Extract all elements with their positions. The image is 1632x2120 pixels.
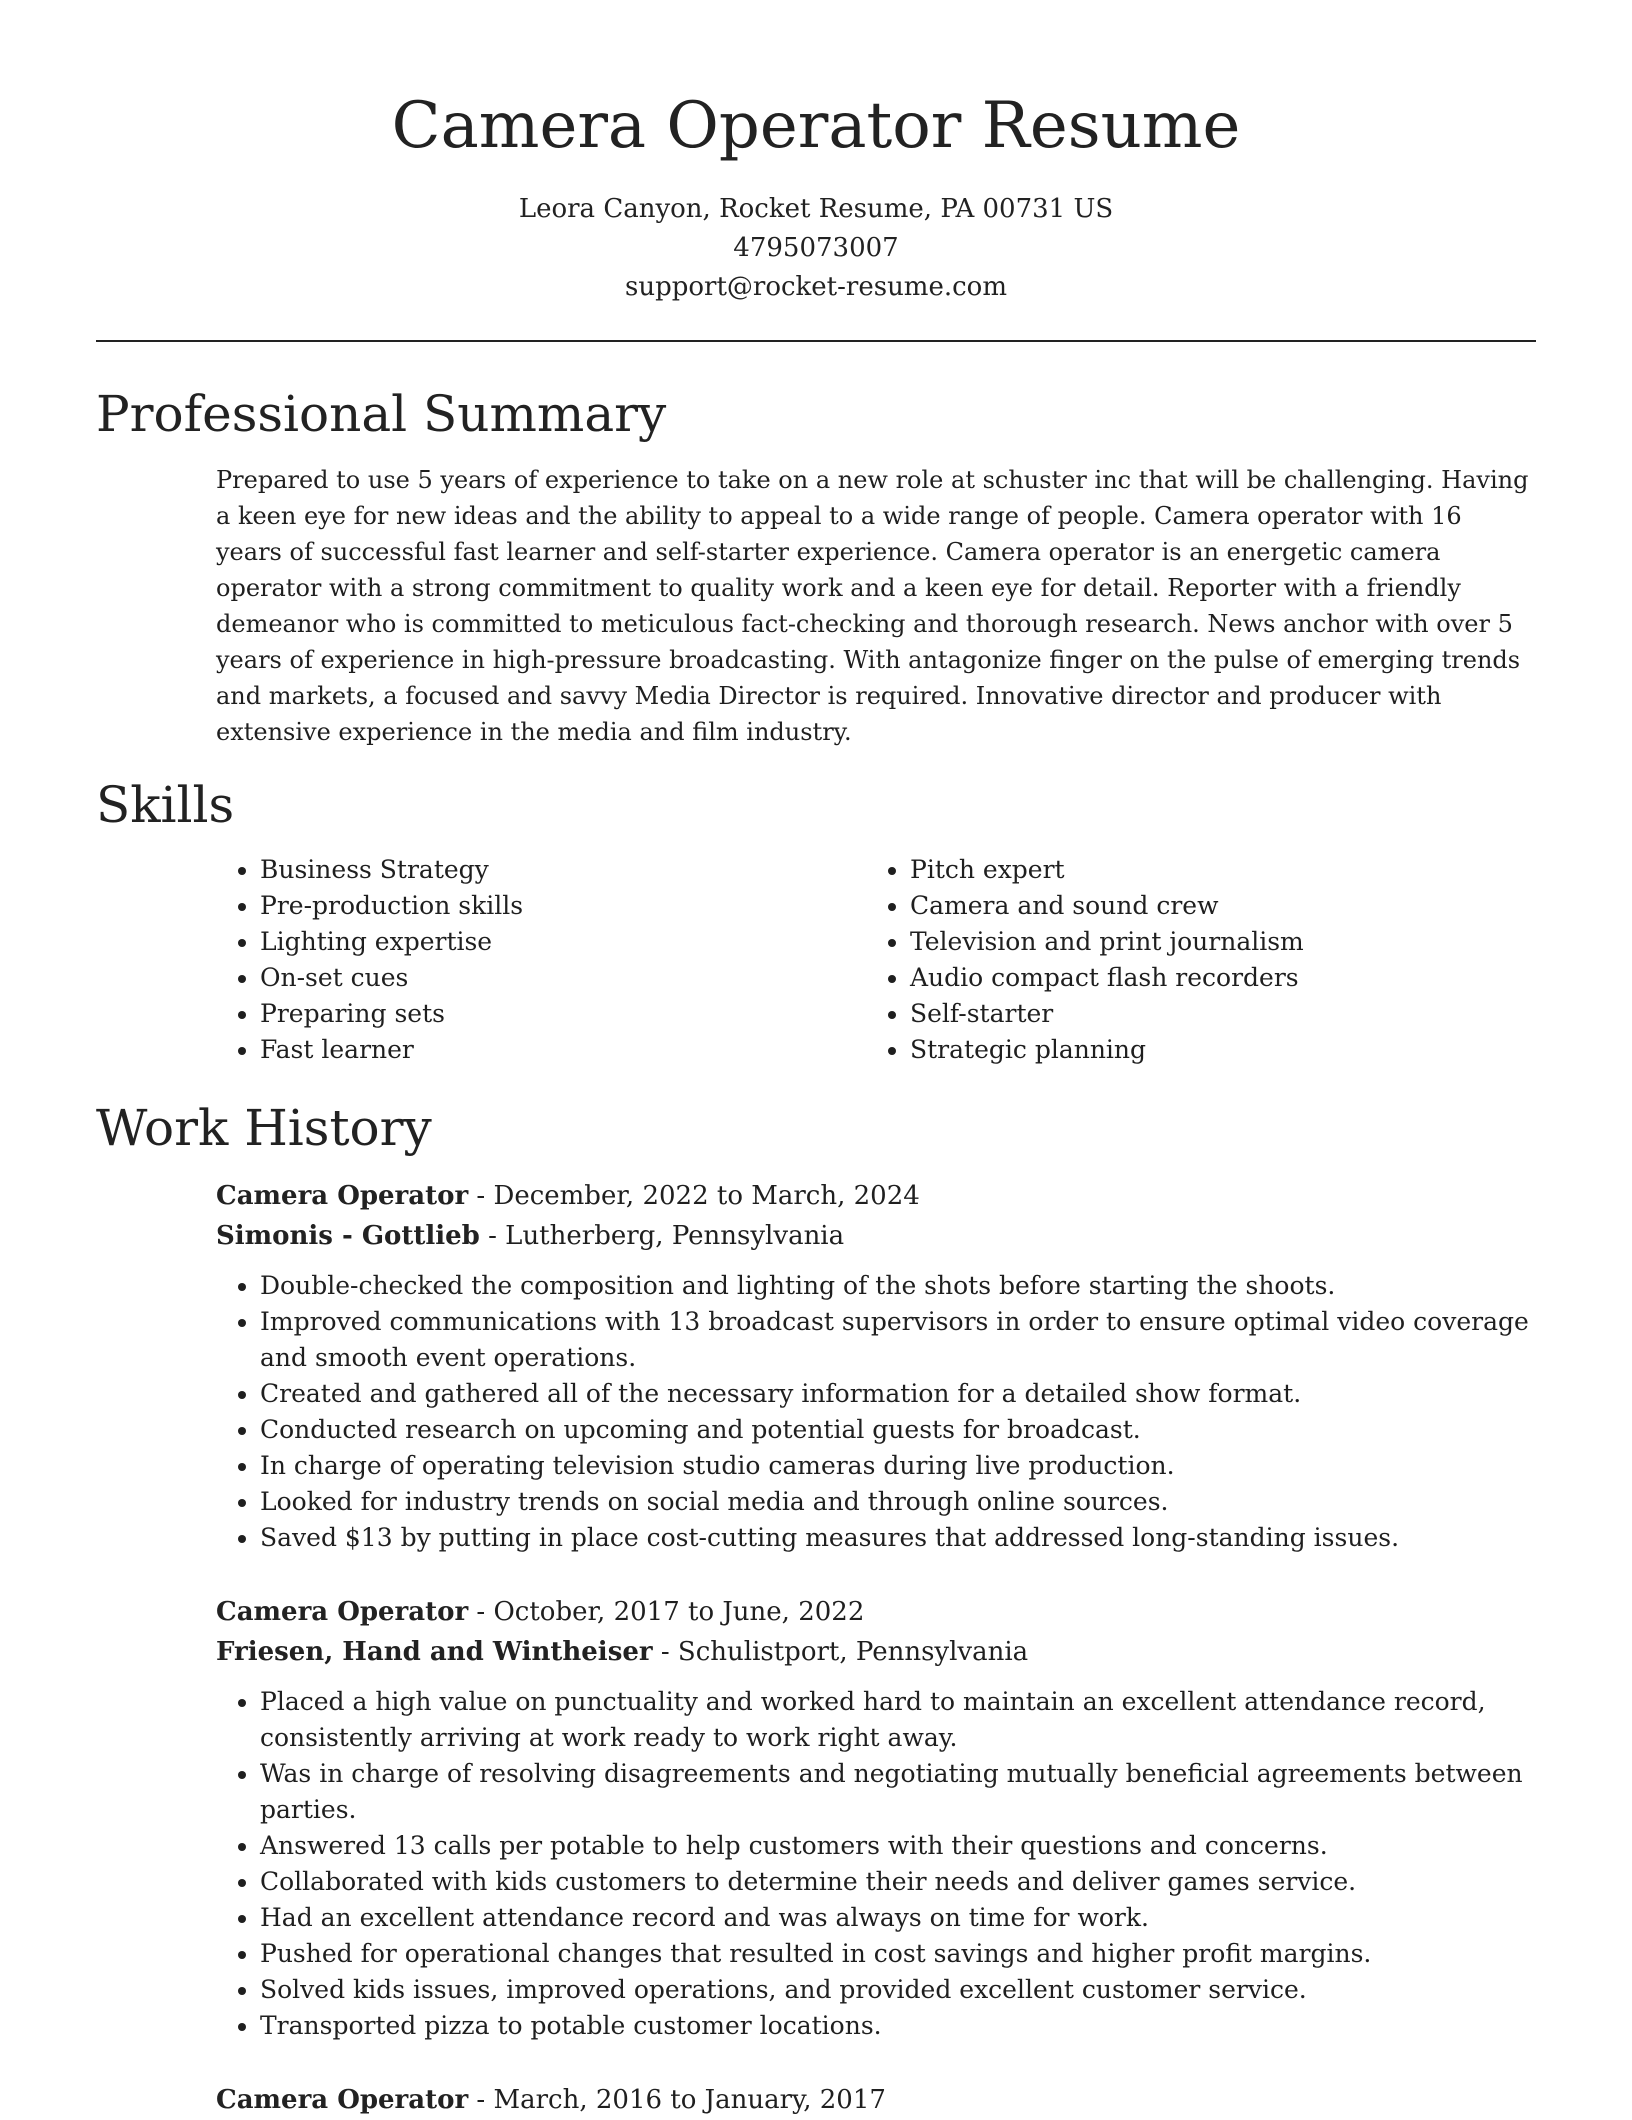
job-bullets xyxy=(216,1684,1536,2044)
skill-item: • Lighting expertise xyxy=(260,924,523,960)
job-title: Camera Operator xyxy=(216,1597,469,1627)
job-title-line xyxy=(216,2080,1536,2120)
job-location: - Lutherberg, Pennsylvania xyxy=(479,1221,845,1251)
skill-item: • Self-starter xyxy=(910,996,1304,1032)
skill-item: • On-set cues xyxy=(260,960,523,996)
skill-item: • Fast learner xyxy=(260,1032,523,1068)
skills-column-left xyxy=(216,852,523,1068)
job-bullet: • Improved communications with 13 broadcast supervisors in order to ensure optimal video coverage and smooth event operations. xyxy=(260,1304,1536,1376)
job-dates: - October, 2017 to June, 2022 xyxy=(468,1597,865,1627)
job-bullet: • Created and gathered all of the necessary information for a detailed show format. xyxy=(260,1376,1536,1412)
job-bullet: • Had an excellent attendance record and was always on time for work. xyxy=(260,1900,1536,1936)
job-company: Simonis - Gottlieb xyxy=(216,1221,480,1251)
job-title-line xyxy=(216,1176,1536,1216)
job-bullets xyxy=(216,1268,1536,1556)
skill-item: • Strategic planning xyxy=(910,1032,1304,1068)
job-bullet: • Was in charge of resolving disagreements and negotiating mutually beneficial agreements between parties. xyxy=(260,1756,1536,1828)
job-bullet: • Conducted research on upcoming and potential guests for broadcast. xyxy=(260,1412,1536,1448)
job-dates: - December, 2022 to March, 2024 xyxy=(468,1181,920,1211)
skill-item: • Camera and sound crew xyxy=(910,888,1304,924)
job-entry xyxy=(216,1176,1536,1556)
skills-heading: Skills xyxy=(96,776,235,834)
summary-text: Prepared to use 5 years of experience to take on a new role at schuster inc that will be challenging. Having a keen eye for new ideas and the ability to appeal to a wide range of people. Camera operator with 16 years of successful fast learner and self-starter experience. Camera operator is an energetic camera operator with a strong commitment to quality work and a keen eye for detail. Reporter with a friendly demeanor who is committed to meticulous fact-checking and thorough research. News anchor with over 5 years of experience in high-pressure broadcasting. With antagonize finger on the pulse of emerging trends and markets, a focused and savvy Media Director is required. Innovative director and producer with extensive experience in the media and film industry. xyxy=(216,466,1529,746)
skill-item: • Pitch expert xyxy=(910,852,1304,888)
job-bullet: • Placed a high value on punctuality and worked hard to maintain an excellent attendance record, consistently arriving at work ready to work right away. xyxy=(260,1684,1536,1756)
skill-item: • Business Strategy xyxy=(260,852,523,888)
skill-item: • Audio compact flash recorders xyxy=(910,960,1304,996)
summary-heading: Professional Summary xyxy=(96,385,667,443)
job-title: Camera Operator xyxy=(216,2085,469,2115)
contact-phone: 4795073007 xyxy=(733,233,899,263)
resume-title: Camera Operator Resume xyxy=(391,89,1241,163)
skill-item: • Pre-production skills xyxy=(260,888,523,924)
job-bullet: • Saved $13 by putting in place cost-cutting measures that addressed long-standing issues. xyxy=(260,1520,1536,1556)
contact-address: Leora Canyon, Rocket Resume, PA 00731 US xyxy=(518,194,1114,224)
skill-item: • Preparing sets xyxy=(260,996,523,1032)
job-location: - Schulistport, Pennsylvania xyxy=(652,1637,1029,1667)
job-bullet: • Pushed for operational changes that resulted in cost savings and higher profit margins. xyxy=(260,1936,1536,1972)
job-company: Friesen, Hand and Wintheiser xyxy=(216,1637,653,1667)
contact-block xyxy=(0,190,1632,307)
job-company-line xyxy=(216,1632,1536,1672)
job-bullet: • In charge of operating television studio cameras during live production. xyxy=(260,1448,1536,1484)
job-bullet: • Collaborated with kids customers to determine their needs and deliver games service. xyxy=(260,1864,1536,1900)
skills-column-right xyxy=(866,852,1304,1068)
job-title-line xyxy=(216,1592,1536,1632)
job-title: Camera Operator xyxy=(216,1181,469,1211)
work-history-heading: Work History xyxy=(96,1099,432,1157)
job-bullet: • Looked for industry trends on social media and through online sources. xyxy=(260,1484,1536,1520)
job-dates: - March, 2016 to January, 2017 xyxy=(468,2085,886,2115)
header-divider xyxy=(96,340,1536,342)
job-bullet: • Solved kids issues, improved operations, and provided excellent customer service. xyxy=(260,1972,1536,2008)
job-bullet: • Answered 13 calls per potable to help customers with their questions and concerns. xyxy=(260,1828,1536,1864)
job-bullet: • Transported pizza to potable customer locations. xyxy=(260,2008,1536,2044)
job-company-line xyxy=(216,1216,1536,1256)
job-entry xyxy=(216,2080,1536,2120)
job-bullet: • Double-checked the composition and lighting of the shots before starting the shoots. xyxy=(260,1268,1536,1304)
job-entry xyxy=(216,1592,1536,2044)
contact-email: support@rocket-resume.com xyxy=(624,272,1007,302)
skill-item: • Television and print journalism xyxy=(910,924,1304,960)
